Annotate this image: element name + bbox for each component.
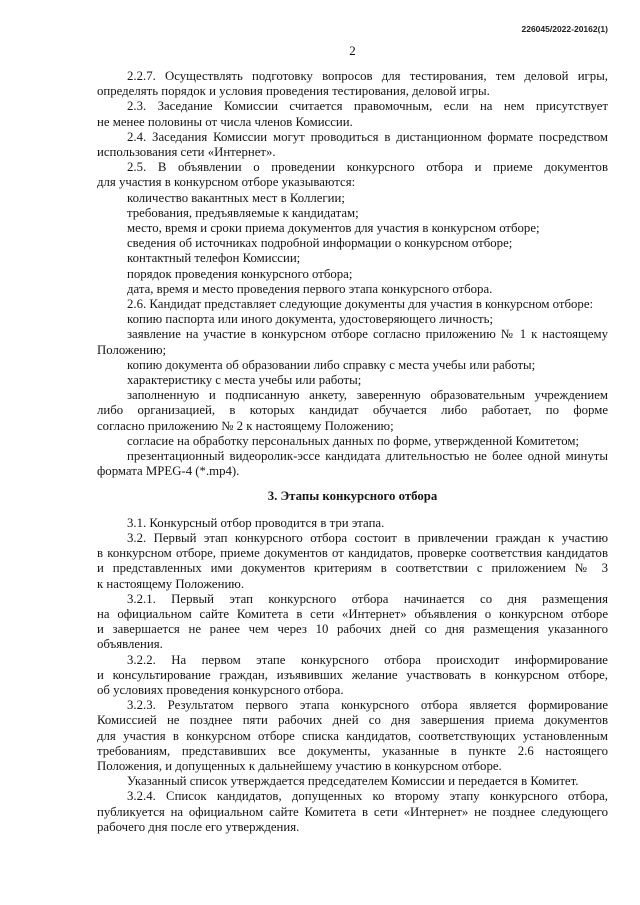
text-line: контактный телефон Комиссии; — [127, 251, 301, 266]
list-item — [97, 327, 608, 357]
text-line: 3.2.3. Результатом первого этапа конкурсного отбора является формирование — [127, 698, 608, 713]
text-line: требования, предъявляемые к кандидатам; — [127, 205, 359, 220]
section-heading: 3. Этапы конкурсного отбора — [267, 489, 438, 504]
text-line: характеристику с места учебы или работы; — [127, 373, 362, 388]
clause-2-6 — [97, 297, 608, 312]
list-item — [97, 236, 608, 251]
text-line: 3.2.2. На первом этапе конкурсного отбора происходит информирование — [127, 652, 608, 667]
text-line: и завершается не ранее чем через 10 рабочих дней со дня размещения указанного — [97, 622, 608, 637]
text-line: сведения об источниках подробной информации о конкурсном отборе; — [127, 236, 513, 251]
clause-3-2-4 — [97, 789, 608, 835]
clause-3-2 — [97, 531, 608, 592]
clause-3-2-1 — [97, 592, 608, 653]
text-line: не менее половины от числа членов Комиссии. — [97, 114, 353, 129]
list-item — [97, 251, 608, 266]
text-line: 3.1. Конкурсный отбор проводится в три этапа. — [127, 515, 385, 530]
text-line: и представленных ими документов критериям в соответствии с приложением № 3 — [97, 561, 608, 576]
text-line: место, время и сроки приема документов для участия в конкурсном отборе; — [127, 221, 540, 236]
clause-3-1 — [97, 516, 608, 531]
text-line: либо организацией, в которых кандидат обучается либо работает, по форме — [97, 403, 608, 418]
text-line: копию документа об образовании либо справку с места учебы или работы; — [127, 357, 536, 372]
text-line: об условиях проведения конкурсного отбора. — [97, 682, 344, 697]
list-item — [97, 191, 608, 206]
text-line: к настоящему Положению. — [97, 576, 245, 591]
document-body — [97, 69, 608, 835]
text-line: 3.2. Первый этап конкурсного отбора состоит в привлечении граждан к участию — [127, 530, 608, 545]
list-item — [97, 388, 608, 434]
list-item — [97, 434, 608, 449]
text-line: 2.4. Заседания Комиссии могут проводиться в дистанционном формате посредством — [127, 129, 608, 144]
text-line: на официальном сайте Комитета в сети «Интернет» объявления о конкурсном отборе — [97, 606, 608, 621]
text-line: порядок проведения конкурсного отбора; — [127, 266, 353, 281]
clause-2-4 — [97, 130, 608, 160]
document-number: 226045/2022-20162(1) — [521, 24, 608, 34]
text-line: объявления. — [97, 637, 163, 652]
text-line: 2.3. Заседание Комиссии считается правомочным, если на нем присутствует — [127, 99, 608, 114]
list-item — [97, 206, 608, 221]
text-line: презентационный видеоролик-эссе кандидата длительностью не более одной минуты — [127, 449, 608, 464]
text-line: в конкурсном отборе, приеме документов от кандидатов, проверке соответствия кандидатов — [97, 546, 608, 561]
text-line: дата, время и место проведения первого этапа конкурсного отбора. — [127, 281, 493, 296]
text-line: формата MPEG-4 (*.mp4). — [97, 464, 240, 479]
text-line: заполненную и подписанную анкету, заверенную образовательным учреждением — [127, 388, 608, 403]
text-line: 2.6. Кандидат представляет следующие документы для участия в конкурсном отборе: — [127, 297, 594, 312]
text-line: 2.5. В объявлении о проведении конкурсного отбора и приеме документов — [127, 160, 608, 175]
text-line: для участия в конкурсном отборе указываются: — [97, 175, 356, 190]
text-line: количество вакантных мест в Коллегии; — [127, 190, 345, 205]
text-line: согласно приложению № 2 к настоящему Положению; — [97, 418, 394, 433]
clause-3-2-3 — [97, 698, 608, 774]
text-line: 3.2.4. Список кандидатов, допущенных ко второму этапу конкурсного отбора, — [127, 789, 608, 804]
text-line: Положению; — [97, 342, 167, 357]
text-line: Комиссией не позднее пяти рабочих дней со дня завершения приема документов — [97, 713, 608, 728]
clause-2-2-7 — [97, 69, 608, 99]
list-item — [97, 373, 608, 388]
text-line: 3.2.1. Первый этап конкурсного отбора начинается со дня размещения — [127, 591, 608, 606]
clause-3-2-2 — [97, 653, 608, 699]
text-line: для участия в конкурсном отборе списка кандидатов, соответствующих установленным — [97, 728, 608, 743]
text-line: и консультирование граждан, изъявивших желание участвовать в конкурсном отборе, — [97, 667, 608, 682]
clause-2-5 — [97, 160, 608, 190]
text-line: заявление на участие в конкурсном отборе согласно приложению № 1 к настоящему — [127, 327, 608, 342]
list-item — [97, 312, 608, 327]
list-item — [97, 449, 608, 479]
text-line: Положения, и допущенных к дальнейшему участию в конкурсном отборе. — [97, 758, 502, 773]
page-number: 2 — [349, 43, 356, 58]
list-item — [97, 267, 608, 282]
text-line: требованиям, представивших все документы, указанные в пункте 2.6 настоящего — [97, 743, 608, 758]
text-line: публикуется на официальном сайте Комитета в сети «Интернет» не позднее следующего — [97, 804, 608, 819]
paragraph-list-approval — [97, 774, 608, 789]
text-line: 2.2.7. Осуществлять подготовку вопросов для тестирования, тем деловой игры, — [127, 69, 608, 83]
text-line: использования сети «Интернет». — [97, 145, 276, 160]
text-line: копию паспорта или иного документа, удостоверяющего личность; — [127, 312, 494, 327]
text-line: Указанный список утверждается председателем Комиссии и передается в Комитет. — [127, 774, 579, 789]
clause-2-3 — [97, 99, 608, 129]
list-item — [97, 358, 608, 373]
text-line: рабочего дня после его утверждения. — [97, 819, 300, 834]
text-line: определять порядок и условия проведения тестирования, деловой игры. — [97, 84, 490, 99]
list-item — [97, 282, 608, 297]
list-item — [97, 221, 608, 236]
text-line: согласие на обработку персональных данных по форме, утвержденной Комитетом; — [127, 433, 580, 448]
